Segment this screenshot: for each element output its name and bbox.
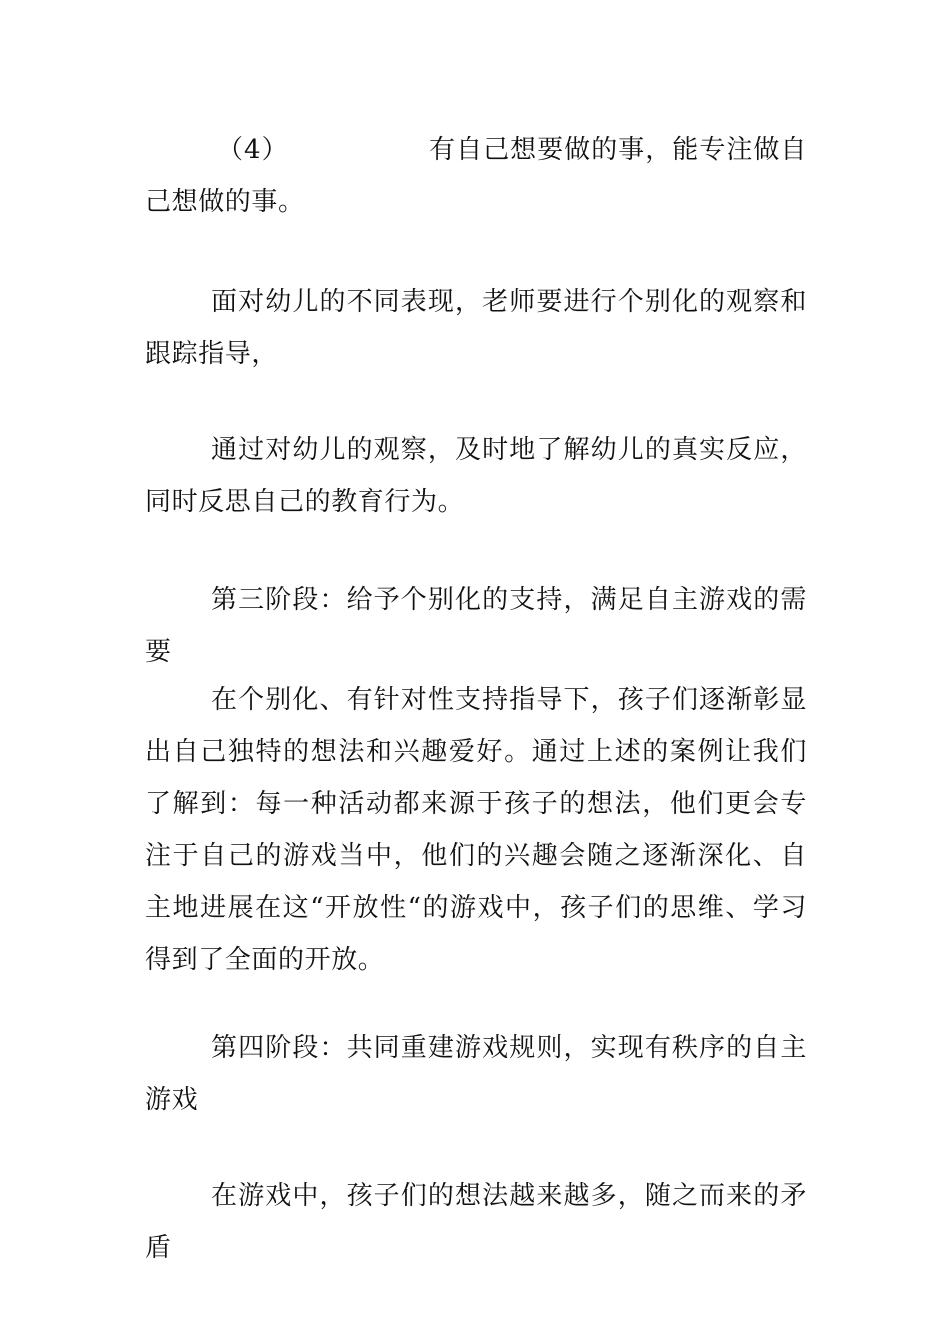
stage-3-heading: 第三阶段：给予个别化的支持，满足自主游戏的需要 (145, 585, 807, 667)
item-4-text: 有自己想要做的事，能专注做自己想做的事。 (145, 135, 807, 217)
reflection-paragraph: 通过对幼儿的观察，及时地了解幼儿的真实反应，同时反思自己的教育行为。 (145, 435, 807, 517)
stage-4-paragraph: 在游戏中，孩子们的想法越来越多，随之而来的矛盾 (145, 1181, 807, 1263)
observation-paragraph: 面对幼儿的不同表现，老师要进行个别化的观察和跟踪指导， (145, 287, 807, 369)
stage-3-paragraph: 在个别化、有针对性支持指导下，孩子们逐渐彰显出自己独特的想法和兴趣爱好。通过上述的案例让我们了解到：每一种活动都来源于孩子的想法，他们更会专注于自己的游戏当中，他们的兴趣会随之逐渐深化、自主地进展在这“开放性“的游戏中，孩子们的思维、学习得到了全面的开放。 (145, 685, 807, 975)
item-4-number: （4） (217, 135, 289, 165)
stage-4-heading: 第四阶段：共同重建游戏规则，实现有秩序的自主游戏 (145, 1033, 807, 1115)
item-4-paragraph (145, 124, 807, 228)
